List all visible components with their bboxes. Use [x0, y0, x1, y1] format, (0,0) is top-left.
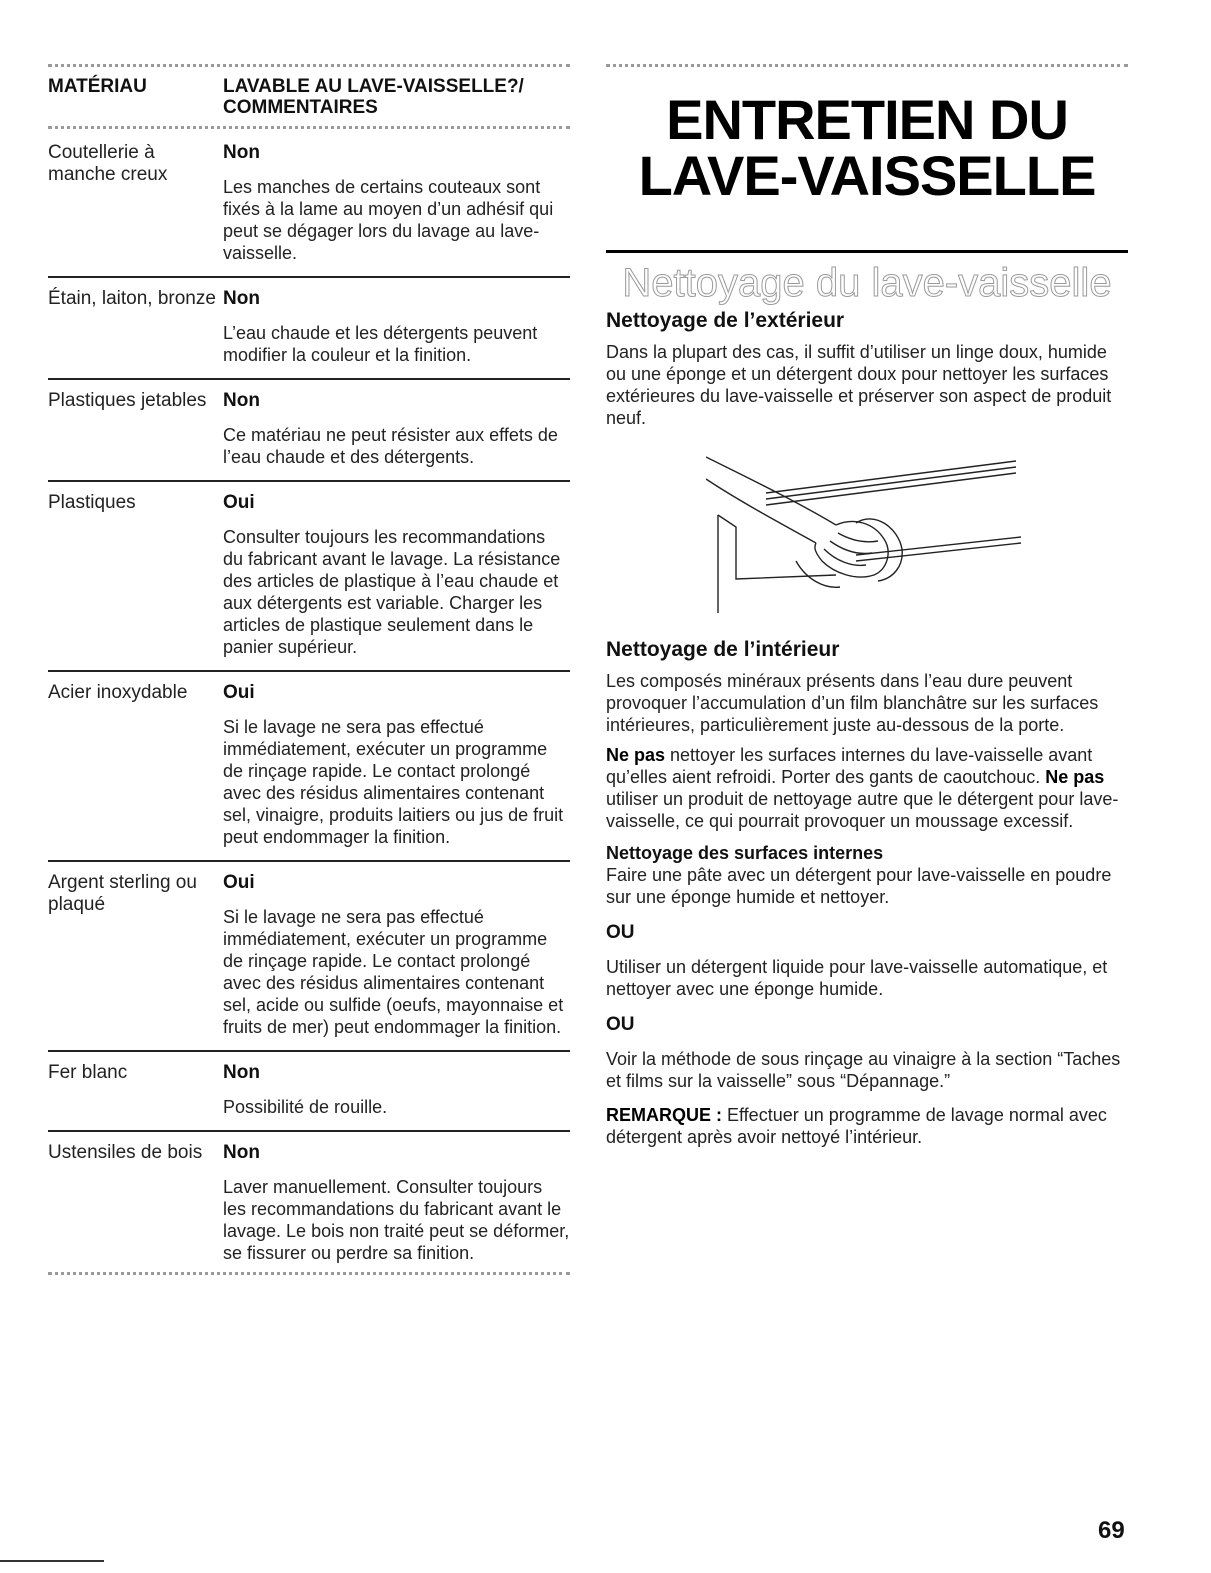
table-row: [48, 132, 570, 278]
header-comments: LAVABLE AU LAVE-VAISSELLE?/ COMMENTAIRES: [223, 76, 524, 118]
note-text: Effectuer un programme de lavage normal avec détergent après avoir nettoyé l’intérieur.: [606, 1105, 1107, 1147]
row-info: [223, 1060, 570, 1118]
or-separator: OU: [606, 922, 635, 943]
internal-method-1: Faire une pâte avec un détergent pour lave-vaisselle en poudre sur une éponge humide et nettoyer.: [606, 865, 1112, 907]
row-comment: Ce matériau ne peut résister aux effets de l’eau chaude et des détergents.: [223, 425, 558, 467]
table-row: [48, 482, 570, 672]
internal-surfaces-heading: Nettoyage des surfaces internes: [606, 843, 884, 863]
row-comment: Les manches de certains couteaux sont fixés à la lame au moyen d’un adhésif qui peut se dégager lors du lavage au lave-vaisselle.: [223, 177, 554, 263]
row-material: Ustensiles de bois: [48, 1142, 203, 1163]
row-info: [223, 490, 570, 658]
row-verdict: Non: [223, 1142, 260, 1163]
table-row: [48, 278, 570, 380]
row-material: Acier inoxydable: [48, 682, 188, 703]
row-comment: Laver manuellement. Consulter toujours les recommandations du fabricant avant le lavage. Le bois non traité peut se déformer, se fissurer ou perdre sa finition.: [223, 1177, 570, 1263]
row-material: Étain, laiton, bronze: [48, 288, 216, 309]
warning-text: utiliser un produit de nettoyage autre que le détergent pour lave-vaisselle, ce qui pourrait provoquer un moussage excessif.: [606, 789, 1119, 831]
exterior-text: Dans la plupart des cas, il suffit d’utiliser un linge doux, humide ou une éponge et un détergent doux pour nettoyer les surfaces extérieures du lave-vaisselle et préserver son aspect de produit neuf.: [606, 342, 1112, 428]
row-info: [223, 286, 570, 366]
table-row: [48, 380, 570, 482]
row-verdict: Non: [223, 1062, 260, 1083]
table-bottom-rule: [48, 1272, 570, 1278]
title-rule: [606, 250, 1128, 253]
table-row: [48, 862, 570, 1052]
table-header: [48, 70, 570, 126]
header-material: MATÉRIAU: [48, 76, 147, 97]
row-material: Fer blanc: [48, 1062, 128, 1083]
row-info: [223, 870, 570, 1038]
row-verdict: Non: [223, 390, 260, 411]
page-title-line1: ENTRETIEN DU: [666, 88, 1068, 151]
table-row: [48, 1132, 570, 1272]
section-title: Nettoyage du lave-vaisselle: [622, 261, 1112, 305]
row-info: [223, 388, 570, 468]
note-label: REMARQUE :: [606, 1105, 722, 1125]
internal-method-2: Utiliser un détergent liquide pour lave-vaisselle automatique, et nettoyer avec une éponge humide.: [606, 957, 1108, 999]
row-comment: Si le lavage ne sera pas effectué immédiatement, exécuter un programme de rinçage rapide. Le contact prolongé avec des résidus alimentaires contenant sel, acide ou sulfide (oeufs, mayonnaise et fruits de mer) peut endommager la finition.: [223, 907, 564, 1037]
page-number: 69: [1098, 1517, 1125, 1544]
page-title: [606, 88, 1128, 207]
row-verdict: Non: [223, 142, 260, 163]
row-material: Plastiques: [48, 492, 136, 513]
row-info: [223, 140, 570, 264]
row-info: [223, 680, 570, 848]
internal-method-3: Voir la méthode de sous rinçage au vinaigre à la section “Taches et films sur la vaisselle” sous “Dépannage.”: [606, 1049, 1121, 1091]
dishwasher-safe-table: [48, 64, 570, 1278]
warning-paragraph: [606, 744, 1128, 832]
bottom-rule: [0, 1560, 104, 1562]
right-top-rule: [606, 64, 1128, 70]
interior-heading: Nettoyage de l’intérieur: [606, 638, 840, 661]
row-comment: L’eau chaude et les détergents peuvent modifier la couleur et la finition.: [223, 323, 538, 365]
row-material: Plastiques jetables: [48, 390, 207, 411]
table-row: [48, 1052, 570, 1132]
page-title-line2: LAVE-VAISSELLE: [638, 144, 1096, 207]
maintenance-column: [606, 64, 1128, 1148]
row-verdict: Oui: [223, 492, 255, 513]
row-material: Argent sterling ou plaqué: [48, 872, 197, 915]
row-comment: Possibilité de rouille.: [223, 1097, 388, 1117]
note-paragraph: [606, 1104, 1128, 1148]
row-info: [223, 1140, 570, 1264]
row-verdict: Oui: [223, 682, 255, 703]
hand-wiping-door-illustration: [706, 451, 1036, 616]
warning-strong: Ne pas: [1045, 767, 1105, 787]
row-verdict: Non: [223, 288, 260, 309]
row-comment: Consulter toujours les recommandations du fabricant avant le lavage. La résistance des articles de plastique à l’eau chaude et aux détergents est variable. Charger les articles de plastique seulement dans le panier supérieur.: [223, 527, 561, 657]
warning-strong: Ne pas: [606, 745, 666, 765]
row-comment: Si le lavage ne sera pas effectué immédiatement, exécuter un programme de rinçage rapide. Le contact prolongé avec des résidus alimentaires contenant sel, vinaigre, produits laitiers ou jus de fruit peut endommager la finition.: [223, 717, 564, 847]
exterior-heading: Nettoyage de l’extérieur: [606, 309, 845, 332]
warning-text: nettoyer les surfaces internes du lave-vaisselle avant qu’elles aient refroidi. Porter des gants de caoutchouc.: [606, 745, 1093, 787]
interior-text: Les composés minéraux présents dans l’eau dure peuvent provoquer l’accumulation d’un film blanchâtre sur les surfaces intérieures, particulièrement juste au-dessous de la porte.: [606, 671, 1099, 735]
row-verdict: Oui: [223, 872, 255, 893]
table-row: [48, 672, 570, 862]
row-material: Coutellerie à manche creux: [48, 142, 168, 185]
or-separator: OU: [606, 1014, 635, 1035]
